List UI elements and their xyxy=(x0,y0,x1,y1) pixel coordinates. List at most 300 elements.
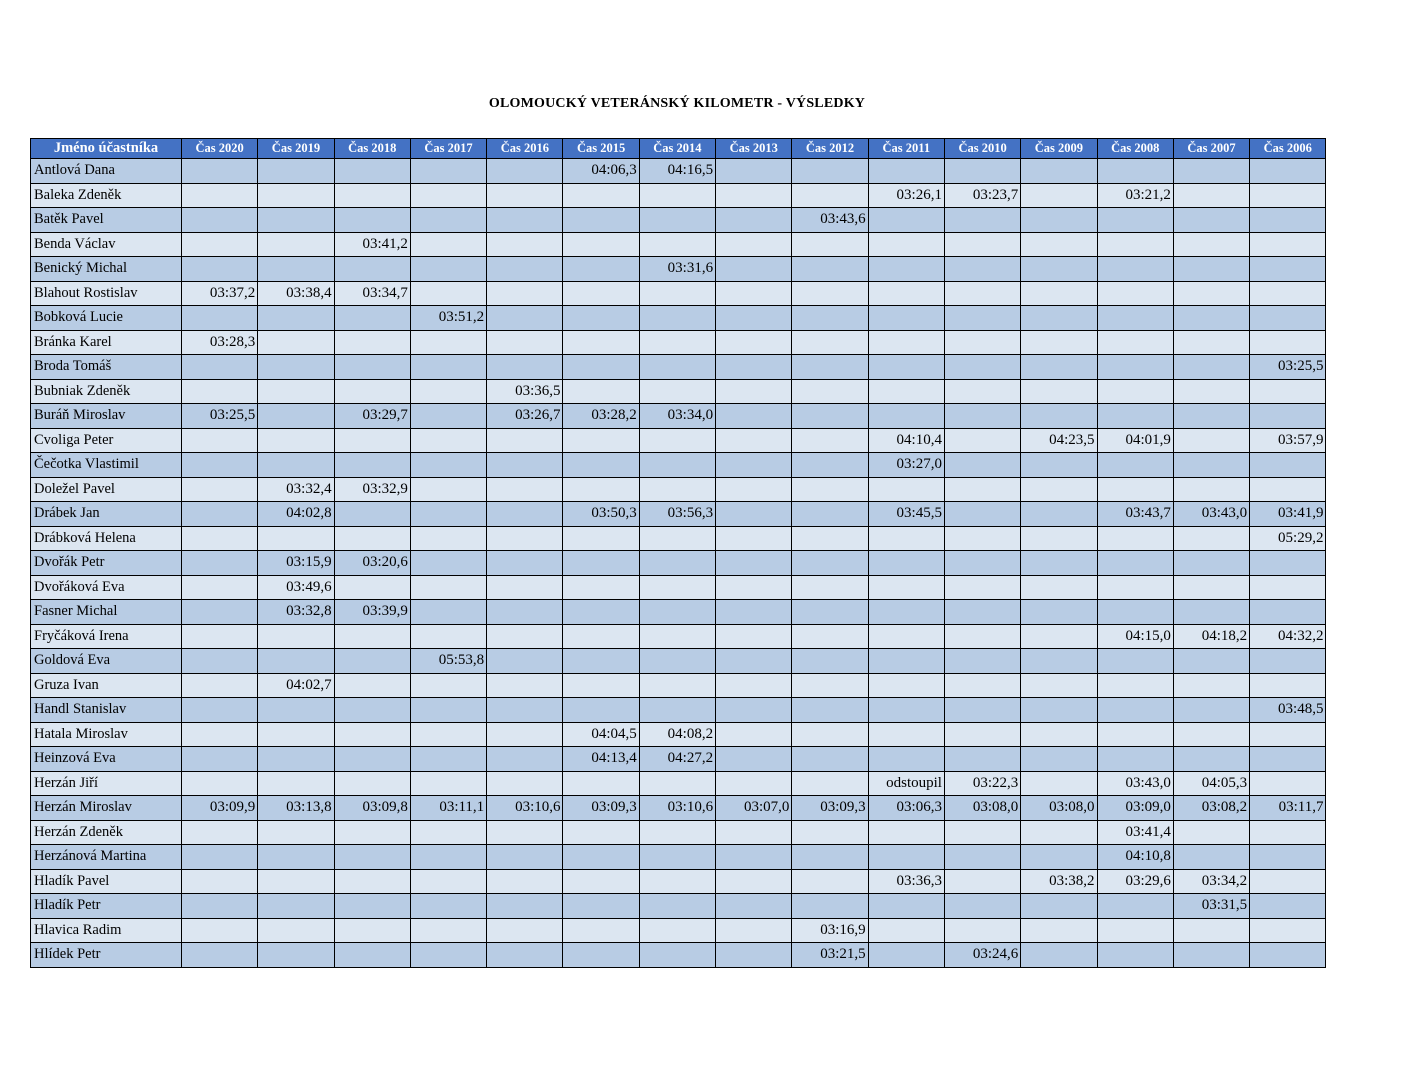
time-cell xyxy=(182,722,258,747)
time-cell xyxy=(868,918,944,943)
time-cell xyxy=(944,428,1020,453)
column-header-year: Čas 2017 xyxy=(410,139,486,159)
time-cell xyxy=(1021,771,1097,796)
time-cell xyxy=(1097,575,1173,600)
column-header-year: Čas 2015 xyxy=(563,139,639,159)
time-cell xyxy=(716,355,792,380)
time-cell xyxy=(868,575,944,600)
time-cell xyxy=(944,281,1020,306)
page-title: OLOMOUCKÝ VETERÁNSKÝ KILOMETR - VÝSLEDKY xyxy=(488,96,866,111)
time-cell xyxy=(639,281,715,306)
time-cell xyxy=(182,869,258,894)
time-cell xyxy=(1173,747,1249,772)
time-cell xyxy=(258,894,334,919)
table-row xyxy=(31,379,1326,404)
participant-name: Drábková Helena xyxy=(31,526,182,551)
time-cell xyxy=(487,600,563,625)
time-cell xyxy=(1021,257,1097,282)
time-cell xyxy=(944,379,1020,404)
time-cell xyxy=(563,698,639,723)
time-cell xyxy=(1173,918,1249,943)
time-cell xyxy=(944,698,1020,723)
time-cell: 04:23,5 xyxy=(1021,428,1097,453)
table-row xyxy=(31,330,1326,355)
time-cell xyxy=(1173,673,1249,698)
time-cell xyxy=(792,820,868,845)
time-cell xyxy=(868,943,944,968)
time-cell: 03:10,6 xyxy=(487,796,563,821)
time-cell: 03:07,0 xyxy=(716,796,792,821)
time-cell xyxy=(1021,845,1097,870)
time-cell xyxy=(1097,330,1173,355)
time-cell xyxy=(639,330,715,355)
participant-name: Buráň Miroslav xyxy=(31,404,182,429)
time-cell: 03:45,5 xyxy=(868,502,944,527)
time-cell xyxy=(792,379,868,404)
time-cell: 04:02,7 xyxy=(258,673,334,698)
time-cell xyxy=(716,477,792,502)
table-row xyxy=(31,673,1326,698)
table-row xyxy=(31,649,1326,674)
time-cell xyxy=(792,771,868,796)
time-cell xyxy=(1097,281,1173,306)
time-cell xyxy=(1250,575,1326,600)
time-cell xyxy=(410,379,486,404)
time-cell: 04:18,2 xyxy=(1173,624,1249,649)
time-cell: 03:22,3 xyxy=(944,771,1020,796)
time-cell xyxy=(1097,306,1173,331)
time-cell xyxy=(868,379,944,404)
time-cell: 03:29,6 xyxy=(1097,869,1173,894)
time-cell xyxy=(792,698,868,723)
time-cell xyxy=(1173,698,1249,723)
time-cell xyxy=(258,918,334,943)
time-cell xyxy=(944,918,1020,943)
participant-name: Broda Tomáš xyxy=(31,355,182,380)
time-cell xyxy=(487,771,563,796)
time-cell xyxy=(1097,698,1173,723)
time-cell xyxy=(792,894,868,919)
time-cell xyxy=(639,600,715,625)
time-cell xyxy=(1173,232,1249,257)
time-cell xyxy=(639,428,715,453)
time-cell xyxy=(1097,379,1173,404)
time-cell xyxy=(792,747,868,772)
table-row xyxy=(31,869,1326,894)
time-cell xyxy=(1021,208,1097,233)
table-row xyxy=(31,159,1326,184)
time-cell xyxy=(487,477,563,502)
column-header-year: Čas 2010 xyxy=(944,139,1020,159)
time-cell xyxy=(792,159,868,184)
time-cell xyxy=(716,404,792,429)
time-cell xyxy=(334,306,410,331)
time-cell xyxy=(1250,183,1326,208)
time-cell xyxy=(944,306,1020,331)
time-cell xyxy=(792,869,868,894)
column-header-year: Čas 2006 xyxy=(1250,139,1326,159)
column-header-year: Čas 2020 xyxy=(182,139,258,159)
time-cell xyxy=(716,208,792,233)
time-cell xyxy=(1021,453,1097,478)
time-cell xyxy=(182,698,258,723)
time-cell xyxy=(410,918,486,943)
time-cell xyxy=(868,306,944,331)
time-cell xyxy=(487,453,563,478)
time-cell xyxy=(1173,330,1249,355)
time-cell: 03:20,6 xyxy=(334,551,410,576)
time-cell xyxy=(1173,600,1249,625)
time-cell xyxy=(1021,600,1097,625)
time-cell: 03:31,6 xyxy=(639,257,715,282)
time-cell: 04:06,3 xyxy=(563,159,639,184)
time-cell xyxy=(944,502,1020,527)
time-cell xyxy=(716,943,792,968)
time-cell: 05:29,2 xyxy=(1250,526,1326,551)
time-cell: 04:08,2 xyxy=(639,722,715,747)
time-cell xyxy=(182,943,258,968)
time-cell xyxy=(792,600,868,625)
time-cell xyxy=(639,575,715,600)
time-cell xyxy=(258,428,334,453)
time-cell: 03:11,7 xyxy=(1250,796,1326,821)
time-cell xyxy=(182,918,258,943)
time-cell xyxy=(334,747,410,772)
time-cell xyxy=(487,722,563,747)
time-cell xyxy=(868,551,944,576)
time-cell xyxy=(258,943,334,968)
time-cell xyxy=(792,722,868,747)
time-cell xyxy=(563,918,639,943)
participant-name: Gruza Ivan xyxy=(31,673,182,698)
time-cell: 03:08,0 xyxy=(944,796,1020,821)
time-cell xyxy=(334,575,410,600)
column-header-year: Čas 2007 xyxy=(1173,139,1249,159)
time-cell xyxy=(944,453,1020,478)
time-cell xyxy=(487,820,563,845)
time-cell xyxy=(792,526,868,551)
time-cell xyxy=(1173,208,1249,233)
time-cell xyxy=(487,281,563,306)
table-row xyxy=(31,698,1326,723)
table-row xyxy=(31,747,1326,772)
time-cell xyxy=(410,820,486,845)
time-cell: 03:08,0 xyxy=(1021,796,1097,821)
time-cell xyxy=(1021,183,1097,208)
time-cell xyxy=(868,820,944,845)
time-cell xyxy=(716,771,792,796)
time-cell xyxy=(868,526,944,551)
time-cell xyxy=(487,918,563,943)
time-cell xyxy=(487,183,563,208)
time-cell xyxy=(410,502,486,527)
time-cell xyxy=(410,477,486,502)
time-cell xyxy=(944,526,1020,551)
time-cell xyxy=(868,330,944,355)
participant-name: Antlová Dana xyxy=(31,159,182,184)
time-cell xyxy=(563,281,639,306)
time-cell xyxy=(716,428,792,453)
time-cell xyxy=(792,624,868,649)
time-cell: 03:34,2 xyxy=(1173,869,1249,894)
participant-name: Benda Václav xyxy=(31,232,182,257)
time-cell xyxy=(1097,918,1173,943)
time-cell xyxy=(410,355,486,380)
table-row xyxy=(31,722,1326,747)
time-cell xyxy=(792,306,868,331)
participant-name: Hlavica Radim xyxy=(31,918,182,943)
time-cell xyxy=(182,379,258,404)
time-cell xyxy=(1021,575,1097,600)
time-cell xyxy=(410,330,486,355)
time-cell xyxy=(1021,943,1097,968)
time-cell xyxy=(258,649,334,674)
time-cell xyxy=(944,159,1020,184)
time-cell xyxy=(868,208,944,233)
time-cell: 03:13,8 xyxy=(258,796,334,821)
time-cell xyxy=(487,673,563,698)
time-cell xyxy=(868,600,944,625)
participant-name: Čečotka Vlastimil xyxy=(31,453,182,478)
time-cell xyxy=(334,943,410,968)
time-cell xyxy=(334,208,410,233)
time-cell xyxy=(716,600,792,625)
time-cell xyxy=(182,208,258,233)
time-cell: 03:49,6 xyxy=(258,575,334,600)
table-body xyxy=(31,159,1326,968)
time-cell xyxy=(716,624,792,649)
time-cell xyxy=(1097,159,1173,184)
time-cell: 03:10,6 xyxy=(639,796,715,821)
time-cell: 03:37,2 xyxy=(182,281,258,306)
time-cell xyxy=(410,771,486,796)
time-cell xyxy=(258,404,334,429)
time-cell xyxy=(334,820,410,845)
column-header-year: Čas 2016 xyxy=(487,139,563,159)
time-cell xyxy=(1021,722,1097,747)
column-header-year: Čas 2009 xyxy=(1021,139,1097,159)
time-cell xyxy=(334,159,410,184)
time-cell xyxy=(716,820,792,845)
column-header-year: Čas 2012 xyxy=(792,139,868,159)
time-cell xyxy=(639,820,715,845)
time-cell xyxy=(182,477,258,502)
time-cell xyxy=(1021,551,1097,576)
time-cell xyxy=(868,649,944,674)
time-cell xyxy=(868,845,944,870)
time-cell xyxy=(639,869,715,894)
time-cell xyxy=(1021,624,1097,649)
participant-name: Bobková Lucie xyxy=(31,306,182,331)
time-cell xyxy=(716,281,792,306)
time-cell xyxy=(563,428,639,453)
participant-name: Hladík Petr xyxy=(31,894,182,919)
column-header-year: Čas 2019 xyxy=(258,139,334,159)
time-cell xyxy=(1097,722,1173,747)
table-row xyxy=(31,477,1326,502)
time-cell: 03:57,9 xyxy=(1250,428,1326,453)
time-cell xyxy=(258,183,334,208)
time-cell xyxy=(258,771,334,796)
time-cell xyxy=(1173,453,1249,478)
time-cell xyxy=(792,845,868,870)
time-cell xyxy=(639,183,715,208)
time-cell xyxy=(716,526,792,551)
time-cell xyxy=(258,159,334,184)
time-cell xyxy=(410,404,486,429)
time-cell: 03:21,2 xyxy=(1097,183,1173,208)
time-cell xyxy=(1021,306,1097,331)
time-cell xyxy=(944,477,1020,502)
table-row xyxy=(31,453,1326,478)
time-cell xyxy=(410,453,486,478)
time-cell xyxy=(944,894,1020,919)
time-cell xyxy=(182,306,258,331)
time-cell: 03:23,7 xyxy=(944,183,1020,208)
time-cell xyxy=(563,183,639,208)
time-cell xyxy=(258,869,334,894)
time-cell xyxy=(1250,232,1326,257)
time-cell xyxy=(258,232,334,257)
time-cell xyxy=(1250,477,1326,502)
time-cell xyxy=(1097,477,1173,502)
time-cell xyxy=(944,747,1020,772)
time-cell: 03:43,0 xyxy=(1173,502,1249,527)
time-cell xyxy=(792,355,868,380)
participant-name: Hladík Pavel xyxy=(31,869,182,894)
time-cell xyxy=(1097,551,1173,576)
time-cell xyxy=(258,845,334,870)
table-row xyxy=(31,281,1326,306)
time-cell xyxy=(1173,649,1249,674)
time-cell xyxy=(639,306,715,331)
participant-name: Drábek Jan xyxy=(31,502,182,527)
time-cell xyxy=(182,600,258,625)
time-cell: 03:43,7 xyxy=(1097,502,1173,527)
time-cell xyxy=(1250,673,1326,698)
time-cell xyxy=(716,159,792,184)
time-cell xyxy=(868,404,944,429)
time-cell xyxy=(334,183,410,208)
time-cell xyxy=(1097,404,1173,429)
time-cell xyxy=(487,698,563,723)
participant-name: Hatala Miroslav xyxy=(31,722,182,747)
table-row xyxy=(31,600,1326,625)
time-cell xyxy=(1097,673,1173,698)
time-cell xyxy=(258,453,334,478)
time-cell xyxy=(563,257,639,282)
table-row xyxy=(31,428,1326,453)
time-cell xyxy=(1021,747,1097,772)
time-cell: 04:32,2 xyxy=(1250,624,1326,649)
time-cell: 03:26,7 xyxy=(487,404,563,429)
column-header-year: Čas 2013 xyxy=(716,139,792,159)
time-cell xyxy=(1173,722,1249,747)
time-cell xyxy=(487,624,563,649)
time-cell xyxy=(563,232,639,257)
time-cell xyxy=(487,159,563,184)
time-cell xyxy=(1021,232,1097,257)
time-cell xyxy=(1173,159,1249,184)
time-cell: 03:32,4 xyxy=(258,477,334,502)
participant-name: Doležel Pavel xyxy=(31,477,182,502)
time-cell xyxy=(1021,502,1097,527)
time-cell xyxy=(410,894,486,919)
time-cell xyxy=(1250,820,1326,845)
time-cell xyxy=(182,428,258,453)
time-cell xyxy=(639,624,715,649)
time-cell: 03:41,2 xyxy=(334,232,410,257)
time-cell xyxy=(487,943,563,968)
time-cell xyxy=(716,330,792,355)
table-row xyxy=(31,796,1326,821)
time-cell: 05:53,8 xyxy=(410,649,486,674)
time-cell xyxy=(944,869,1020,894)
time-cell xyxy=(792,502,868,527)
time-cell xyxy=(334,624,410,649)
time-cell xyxy=(258,624,334,649)
time-cell xyxy=(182,575,258,600)
time-cell xyxy=(1021,698,1097,723)
time-cell xyxy=(487,575,563,600)
time-cell xyxy=(868,232,944,257)
column-header-name: Jméno účastníka xyxy=(31,139,182,159)
time-cell xyxy=(868,624,944,649)
time-cell: 03:11,1 xyxy=(410,796,486,821)
participant-name: Handl Stanislav xyxy=(31,698,182,723)
time-cell xyxy=(1173,820,1249,845)
time-cell xyxy=(487,649,563,674)
table-row xyxy=(31,820,1326,845)
time-cell xyxy=(1250,918,1326,943)
time-cell xyxy=(1250,894,1326,919)
time-cell xyxy=(334,722,410,747)
time-cell xyxy=(563,477,639,502)
time-cell xyxy=(792,330,868,355)
time-cell: 03:41,9 xyxy=(1250,502,1326,527)
time-cell xyxy=(1250,404,1326,429)
time-cell: 03:26,1 xyxy=(868,183,944,208)
time-cell xyxy=(258,306,334,331)
time-cell xyxy=(1097,208,1173,233)
header-row xyxy=(31,139,1326,159)
time-cell xyxy=(944,355,1020,380)
time-cell xyxy=(716,673,792,698)
time-cell xyxy=(487,551,563,576)
table-row xyxy=(31,551,1326,576)
time-cell xyxy=(716,918,792,943)
time-cell xyxy=(563,820,639,845)
time-cell xyxy=(1173,306,1249,331)
time-cell xyxy=(334,698,410,723)
time-cell xyxy=(334,379,410,404)
time-cell xyxy=(1250,551,1326,576)
participant-name: Benický Michal xyxy=(31,257,182,282)
time-cell xyxy=(258,722,334,747)
participant-name: Hlídek Petr xyxy=(31,943,182,968)
time-cell xyxy=(563,575,639,600)
time-cell: 03:31,5 xyxy=(1173,894,1249,919)
time-cell xyxy=(563,943,639,968)
time-cell xyxy=(716,722,792,747)
time-cell xyxy=(334,502,410,527)
time-cell xyxy=(1250,869,1326,894)
participant-name: Herzánová Martina xyxy=(31,845,182,870)
time-cell xyxy=(258,330,334,355)
time-cell xyxy=(1097,747,1173,772)
time-cell: 03:34,7 xyxy=(334,281,410,306)
time-cell: 03:43,6 xyxy=(792,208,868,233)
